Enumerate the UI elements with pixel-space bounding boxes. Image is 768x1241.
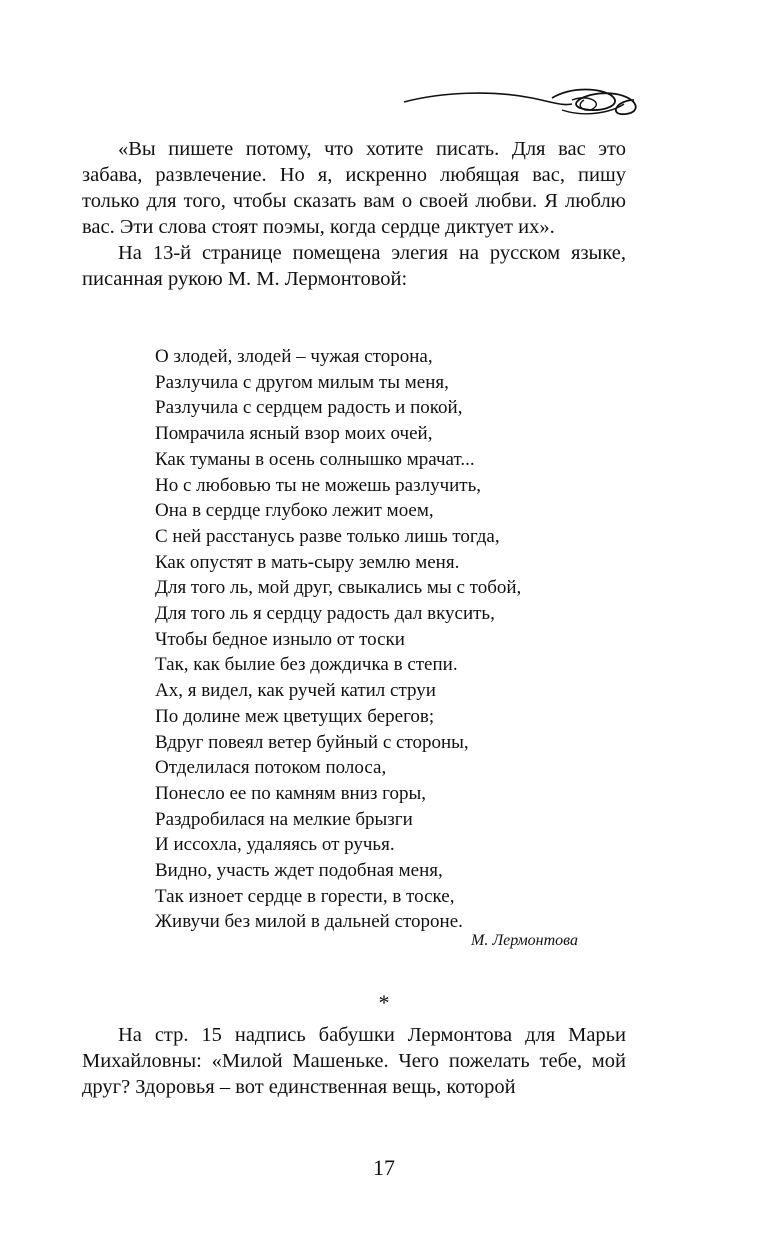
poem-line: Разлучила с сердцем радость и покой, <box>155 397 463 419</box>
poem-line: Видно, участь ждет подобная меня, <box>155 860 443 882</box>
poem-line: По долине меж цветущих берегов; <box>155 705 435 727</box>
poem-line: Раздробилася на мелкие брызги <box>155 808 413 830</box>
decorative-flourish-icon <box>402 80 646 124</box>
paragraph-letter: «Вы пишете потому, что хотите писать. Для вас это забава, развлечение. Но я, искренно любящая вас, пишу только для того, чтобы сказать вам о своей любви. Я люблю вас. Эти слова стоят поэмы, когда сердце диктует их». <box>82 138 626 238</box>
poem-block <box>155 344 615 935</box>
poem-line: Помрачила ясный взор моих очей, <box>155 423 433 445</box>
poem-line: С ней расстанусь разве только лишь тогда, <box>155 525 500 547</box>
poem-line: Так, как былие без дождичка в степи. <box>155 654 458 676</box>
paragraph-inscription: На стр. 15 надпись бабушки Лермонтова для Марьи Михайловны: «Милой Машеньке. Чего пожелать тебе, мой друг? Здоровья – вот единственная вещь, которой <box>82 1024 626 1098</box>
poem-line: Так изноет сердце в горести, в тоске, <box>155 885 455 907</box>
poem-line: Разлучила с другом милым ты меня, <box>155 371 449 393</box>
text-block-bottom <box>82 1022 626 1100</box>
poem-line: Живучи без милой в дальней стороне. <box>155 911 463 933</box>
section-separator: * <box>378 990 390 1015</box>
poem-line: Ах, я видел, как ручей катил струи <box>155 680 436 702</box>
poem-line: О злодей, злодей – чужая сторона, <box>155 346 433 367</box>
poem-line: И иссохла, удаляясь от ручья. <box>155 834 395 856</box>
poem-line: Как опустят в мать-сыру землю меня. <box>155 551 460 573</box>
poem-line: Как туманы в осень солнышко мрачат... <box>155 448 475 470</box>
paragraph-elegy-intro: На 13-й странице помещена элегия на русском языке, писанная рукою М. М. Лермонтовой: <box>82 242 626 290</box>
poem-signature: М. Лермонтова <box>470 932 578 949</box>
poem-line: Чтобы бедное изныло от тоски <box>155 628 405 650</box>
text-block-top <box>82 136 626 292</box>
page-number: 17 <box>373 1155 395 1180</box>
poem-line: Для того ль я сердцу радость дал вкусить, <box>155 603 495 625</box>
poem-line: Отделилася потоком полоса, <box>155 757 387 779</box>
poem-line: Понесло ее по камням вниз горы, <box>155 782 426 804</box>
poem-line: Но с любовью ты не можешь разлучить, <box>155 474 482 496</box>
poem-line: Для того ль, мой друг, свыкались мы с тобой, <box>155 577 522 599</box>
poem-line: Она в сердце глубоко лежит моем, <box>155 500 434 522</box>
poem-line: Вдруг повеял ветер буйный с стороны, <box>155 731 469 753</box>
